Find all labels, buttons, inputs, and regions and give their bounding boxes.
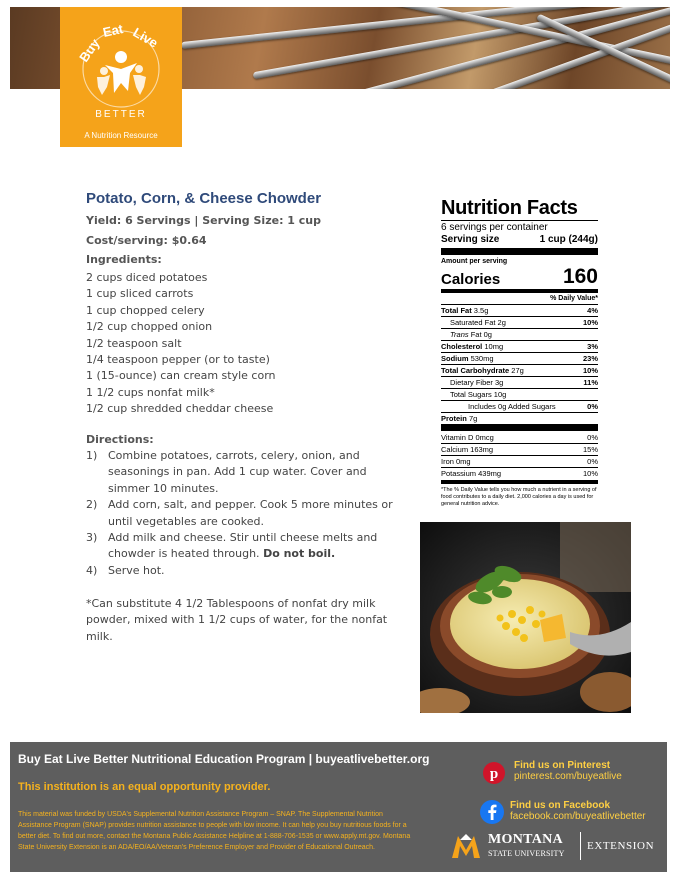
- msu-extension-logo: [450, 828, 662, 864]
- daily-value-header: % Daily Value*: [441, 293, 598, 305]
- step-text: Combine potatoes, carrots, celery, onion, and seasonings in pan. Add 1 cup water. Cover and simmer 10 minutes.: [108, 449, 367, 495]
- step-text: Serve hot.: [108, 563, 165, 577]
- ingredients-heading: Ingredients:: [86, 253, 162, 266]
- nutrient-row-potassium: Potassium 439mg 10%: [441, 469, 598, 478]
- step-number: 1): [86, 449, 98, 462]
- recipe-cost: Cost/serving: $0.64: [86, 234, 207, 247]
- nutrient-row-vitamin-d: Vitamin D 0mcg 0%: [441, 433, 598, 442]
- serving-size-row: [441, 234, 598, 246]
- direction-step: [86, 448, 408, 497]
- pinterest-title: Find us on Pinterest: [514, 760, 611, 771]
- chowder-bowl-photo: [420, 522, 631, 713]
- ingredient-item: 1/2 teaspoon salt: [86, 336, 182, 350]
- recipe-yield: Yield: 6 Servings | Serving Size: 1 cup: [86, 214, 322, 227]
- facebook-url[interactable]: facebook.com/buyeatlivebetter: [510, 811, 646, 822]
- ingredient-item: 2 cups diced potatoes: [86, 271, 208, 284]
- msu-state-university: STATE UNIVERSITY: [488, 849, 565, 858]
- directions-heading: Directions:: [86, 433, 154, 446]
- ingredient-item: 1 1/2 cups nonfat milk*: [86, 385, 215, 399]
- step-number: 3): [86, 531, 98, 545]
- ingredient-item: 1/2 cup shredded cheddar cheese: [86, 402, 274, 416]
- msu-name: MONTANA: [488, 832, 563, 847]
- step-text: Add milk and cheese. Stir until cheese melts and chowder is heated through.: [108, 531, 378, 561]
- logo-word-buy: Buy: [76, 35, 103, 65]
- logo-figures-icon: [60, 7, 182, 127]
- nutrient-row-added-sugars: Includes 0g Added Sugars 0%: [441, 401, 598, 413]
- msu-m-icon: [450, 830, 482, 862]
- pinterest-url[interactable]: pinterest.com/buyeatlive: [514, 771, 622, 782]
- daily-value-footnote: *The % Daily Value tells you how much a nutrient in a serving of food contributes to a daily diet. 2,000 calories a day is used for general nutrition advice.: [441, 487, 597, 507]
- ingredient-item: 1/2 cup chopped onion: [86, 320, 213, 334]
- nutrient-row-sodium: Sodium 530mg 23%: [441, 354, 598, 363]
- nutrient-row-iron: Iron 0mg 0%: [441, 457, 598, 466]
- ingredient-item: 1 cup sliced carrots: [86, 287, 194, 301]
- direction-step: [86, 497, 408, 530]
- nutrient-row-total-carbohydrate: Total Carbohydrate 27g 10%: [441, 366, 598, 375]
- calories-row: [441, 266, 598, 288]
- amount-per-serving: Amount per serving: [441, 258, 508, 265]
- funding-fine-print: This material was funded by USDA's Supplemental Nutrition Assistance Program – SNAP. The Supplemental Nutrition Assistance Program (SNAP) provides nutrition assistance to people with low income. It can help you buy nutritious foods for a better diet. To find out more, contact the Montana Public Assistance Helpline at 1-888-706-1535 or www.apply.mt.gov. Montana State University Extension is an ADA/EO/AA/Veteran's Preference Employer and Provider of Educational Outreach.: [18, 811, 411, 851]
- serving-size-label: Serving size: [441, 234, 500, 245]
- calories-label: Calories: [441, 271, 501, 288]
- logo-tagline: A Nutrition Resource: [84, 131, 158, 140]
- nutrient-row-total-sugars: Total Sugars 10g: [441, 389, 598, 401]
- directions-list: [86, 448, 408, 579]
- step-number: 2): [86, 498, 98, 512]
- substitution-note: *Can substitute 4 1/2 Tablespoons of nonfat dry milk powder, mixed with 1 1/2 cups of water, for the nonfat milk.: [86, 597, 388, 643]
- nutrient-row-total-fat: Total Fat 3.5g 4%: [441, 306, 598, 315]
- footer: [10, 742, 667, 872]
- svg-text:p: p: [489, 766, 499, 782]
- step-warning: Do not boil.: [263, 547, 336, 561]
- serving-size-value: 1 cup (244g): [539, 234, 598, 245]
- msu-extension: EXTENSION: [587, 840, 655, 852]
- logo-word-eat: Eat: [101, 21, 125, 40]
- ingredient-item: 1/4 teaspoon pepper (or to taste): [86, 353, 270, 367]
- nutrient-row-dietary-fiber: Dietary Fiber 3g 11%: [441, 377, 598, 389]
- step-number: 4): [86, 563, 98, 577]
- ingredients-list: [86, 270, 276, 418]
- nutrient-row-cholesterol: Cholesterol 10mg 3%: [441, 342, 598, 351]
- nutrient-row-trans-fat: Trans Fat 0g: [441, 329, 598, 341]
- program-line: Buy Eat Live Better Nutritional Education Program | buyeatlivebetter.org: [18, 752, 430, 766]
- logo-word-better: BETTER: [95, 109, 147, 120]
- step-text: Add corn, salt, and pepper. Cook 5 more minutes or until vegetables are cooked.: [108, 498, 393, 528]
- direction-step: [86, 563, 408, 579]
- logo-word-live: Live: [130, 24, 161, 51]
- ingredient-item: 1 cup chopped celery: [86, 303, 205, 317]
- ingredient-item: 1 (15-ounce) can cream style corn: [86, 369, 276, 383]
- nutrient-row-saturated-fat: Saturated Fat 2g 10%: [441, 317, 598, 329]
- servings-per-container: 6 servings per container: [441, 222, 548, 233]
- calories-value: 160: [562, 265, 598, 288]
- direction-step: [86, 530, 408, 563]
- buy-eat-live-better-logo: [60, 7, 182, 147]
- facebook-icon: [480, 800, 504, 824]
- nutrient-row-protein: Protein 7g: [441, 414, 478, 423]
- equal-opportunity-statement: This institution is an equal opportunity provider.: [18, 781, 271, 793]
- nutrition-facts-label: [441, 197, 598, 508]
- nutrition-facts-title: Nutrition Facts: [441, 197, 578, 219]
- pinterest-icon: [483, 762, 505, 784]
- facebook-title: Find us on Facebook: [510, 800, 611, 811]
- nutrient-row-calcium: Calcium 163mg 15%: [441, 445, 598, 454]
- recipe-title: Potato, Corn, & Cheese Chowder: [86, 190, 322, 207]
